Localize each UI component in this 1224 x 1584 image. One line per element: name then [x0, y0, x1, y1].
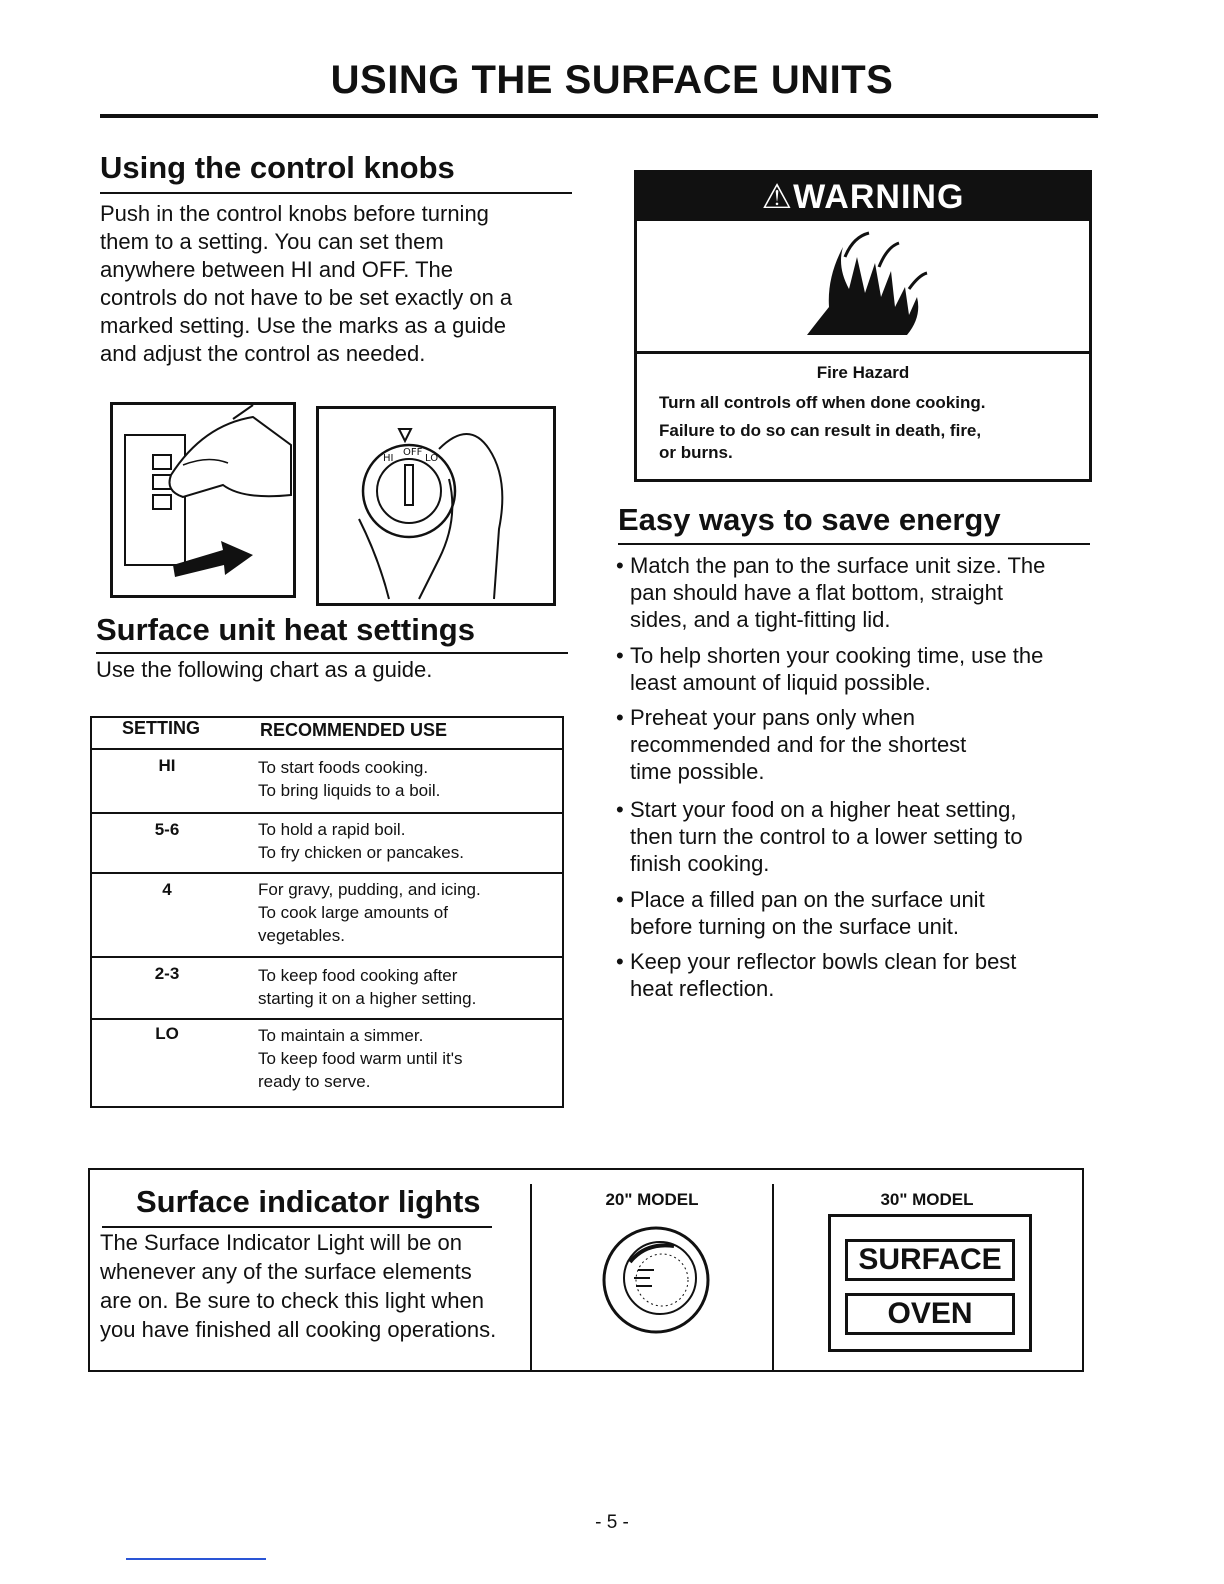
use-line: starting it on a higher setting. [258, 989, 477, 1008]
page-title: USING THE SURFACE UNITS [330, 58, 894, 102]
bullet-line: before turning on the surface unit. [630, 914, 959, 939]
warning-banner [637, 173, 1089, 221]
energy-bullet [616, 642, 1105, 696]
model-20-label: 20" MODEL [605, 1190, 699, 1209]
text-line: and adjust the control as needed. [100, 341, 426, 366]
indicator-text [100, 1228, 530, 1344]
indicator-divider [530, 1184, 532, 1370]
knob-mark-off: OFF [403, 447, 423, 458]
use-line: To bring liquids to a boil. [258, 781, 441, 800]
table-rule [92, 872, 562, 874]
energy-rule [618, 543, 1090, 545]
energy-bullet [616, 886, 1105, 940]
text-line: Push in the control knobs before turning [100, 201, 489, 226]
text-line: you have finished all cooking operations. [100, 1317, 497, 1342]
use-line: To fry chicken or pancakes. [258, 843, 464, 862]
knob-mark-hi: HI [383, 453, 394, 464]
page-number: - 5 - [595, 1512, 629, 1533]
table-cell-setting: 2-3 [154, 964, 180, 983]
bullet-dot-icon: • [616, 643, 624, 668]
table-rule [92, 748, 562, 750]
heat-settings-rule [96, 652, 568, 654]
bullet-line: sides, and a tight-fitting lid. [630, 607, 891, 632]
warning-banner-text: WARNING [793, 178, 965, 216]
footer-link-line [126, 1558, 266, 1560]
warning-line: Turn all controls off when done cooking. [659, 393, 986, 412]
energy-heading: Easy ways to save energy [618, 502, 1001, 537]
table-cell-setting: 4 [162, 880, 172, 899]
use-line: To hold a rapid boil. [258, 820, 406, 839]
bullet-line: Start your food on a higher heat setting, [630, 797, 1017, 822]
use-line: ready to serve. [258, 1072, 371, 1091]
bullet-dot-icon: • [616, 797, 624, 822]
table-cell-setting: HI [158, 756, 176, 775]
text-line: them to a setting. You can set them [100, 229, 444, 254]
turn-knob-illustration [316, 406, 556, 606]
indicator-lights-box [88, 1168, 1084, 1372]
energy-bullet [616, 552, 1105, 633]
control-knobs-heading: Using the control knobs [100, 150, 455, 185]
oven-indicator-light: OVEN [845, 1293, 1015, 1335]
table-rule [92, 1018, 562, 1020]
warning-box [634, 170, 1092, 482]
bullet-dot-icon: • [616, 887, 624, 912]
bullet-line: heat reflection. [630, 976, 775, 1001]
indicator-light-panel [828, 1214, 1032, 1352]
table-rule [92, 956, 562, 958]
push-knob-illustration [110, 402, 296, 598]
text-line: marked setting. Use the marks as a guide [100, 313, 506, 338]
model-30-label: 30" MODEL [880, 1190, 974, 1209]
text-line: anywhere between HI and OFF. The [100, 257, 454, 282]
bullet-line: time possible. [630, 759, 765, 784]
knob-mark-lo: LO [425, 453, 439, 464]
warning-triangle-icon: ⚠ [761, 178, 794, 216]
hand-pushing-knob-icon [113, 405, 293, 595]
text-line: controls do not have to be set exactly on a [100, 285, 513, 310]
heat-settings-intro: Use the following chart as a guide. [96, 657, 433, 682]
heat-settings-table [90, 716, 564, 1108]
surface-indicator-light: SURFACE [845, 1239, 1015, 1281]
warning-line: or burns. [659, 443, 733, 462]
bullet-line: finish cooking. [630, 851, 770, 876]
energy-bullet [616, 948, 1105, 1002]
bullet-line: To help shorten your cooking time, use the [630, 643, 1044, 668]
bullet-line: recommended and for the shortest [630, 732, 967, 757]
energy-bullet [616, 796, 1105, 877]
warning-divider [637, 351, 1089, 354]
bullet-line: Match the pan to the surface unit size. The [630, 553, 1046, 578]
heat-settings-heading: Surface unit heat settings [96, 612, 475, 647]
table-cell-setting: 5-6 [154, 820, 180, 839]
column-header-setting: SETTING [122, 718, 201, 738]
table-cell-use [258, 818, 548, 864]
bullet-dot-icon: • [616, 705, 624, 730]
table-cell-use [258, 756, 548, 802]
bullet-line: Place a filled pan on the surface unit [630, 887, 985, 912]
control-knobs-text [100, 200, 570, 368]
control-knobs-rule [100, 192, 572, 194]
hand-turning-knob-icon [319, 409, 553, 603]
use-line: To keep food warm until it's [258, 1049, 463, 1068]
bullet-dot-icon: • [616, 949, 624, 974]
bullet-line: pan should have a flat bottom, straight [630, 580, 1004, 605]
use-line: To maintain a simmer. [258, 1026, 424, 1045]
use-line: To keep food cooking after [258, 966, 458, 985]
warning-hazard-title: Fire Hazard [816, 363, 910, 382]
bullet-line: then turn the control to a lower setting to [630, 824, 1023, 849]
table-cell-use [258, 878, 548, 947]
text-line: are on. Be sure to check this light when [100, 1288, 484, 1313]
bullet-dot-icon: • [616, 553, 624, 578]
title-rule [100, 114, 1098, 118]
use-line: To cook large amounts of [258, 903, 448, 922]
bullet-line: Keep your reflector bowls clean for best [630, 949, 1017, 974]
table-cell-use [258, 964, 548, 1010]
table-cell-setting: LO [155, 1024, 179, 1043]
column-header-recommended-use: RECOMMENDED USE [260, 720, 448, 740]
text-line: The Surface Indicator Light will be on [100, 1230, 462, 1255]
fire-hazard-icon [787, 227, 937, 343]
table-rule [92, 812, 562, 814]
use-line: vegetables. [258, 926, 345, 945]
warning-line: Failure to do so can result in death, fire, [659, 421, 982, 440]
indicator-divider [772, 1184, 774, 1370]
use-line: For gravy, pudding, and icing. [258, 880, 481, 899]
bullet-line: least amount of liquid possible. [630, 670, 931, 695]
indicator-light-knob-icon [600, 1222, 720, 1338]
table-cell-use [258, 1024, 548, 1093]
use-line: To start foods cooking. [258, 758, 429, 777]
text-line: whenever any of the surface elements [100, 1259, 472, 1284]
bullet-line: Preheat your pans only when [630, 705, 915, 730]
indicator-heading: Surface indicator lights [136, 1184, 481, 1219]
energy-bullet [616, 704, 1105, 785]
